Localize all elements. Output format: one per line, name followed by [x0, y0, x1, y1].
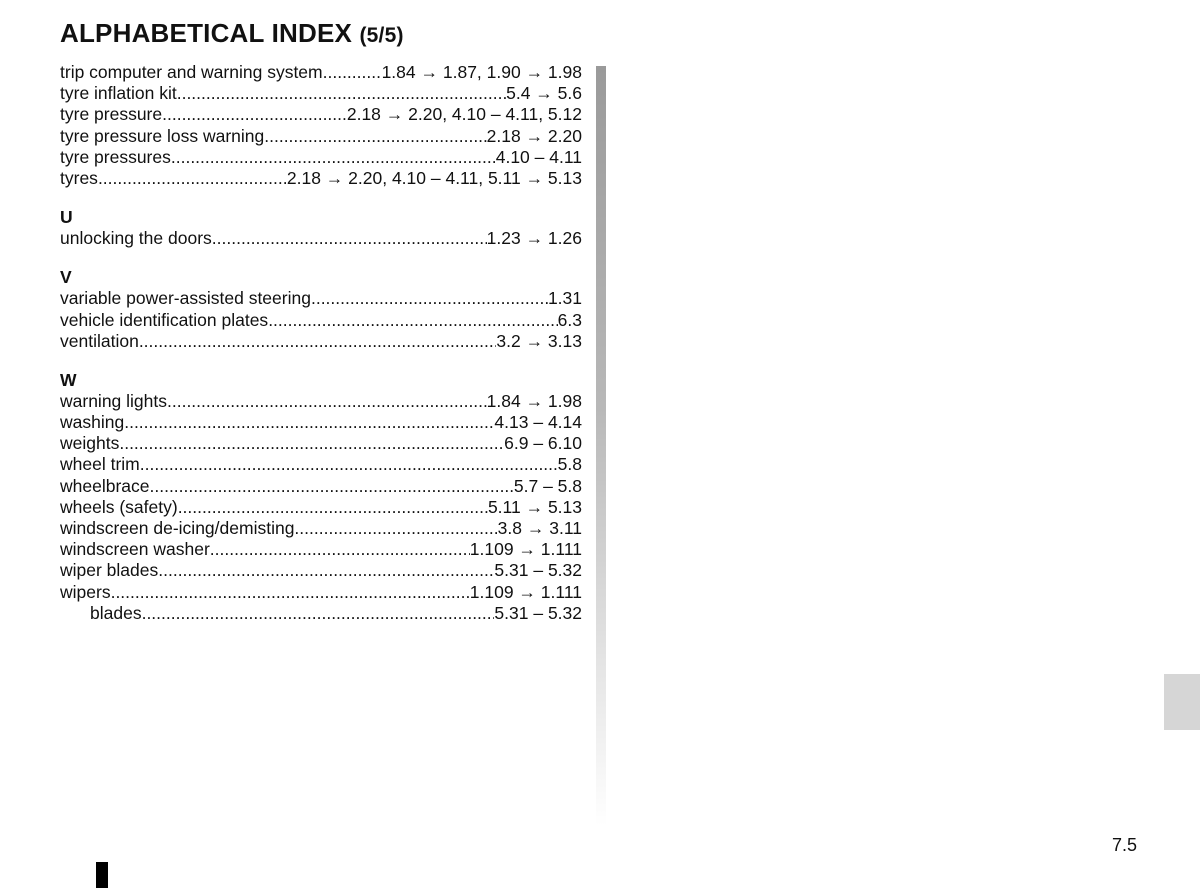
dot-leader — [150, 476, 514, 497]
entry-term: tyre inflation kit — [60, 83, 177, 104]
dot-leader — [171, 147, 496, 168]
index-entry-wheel-trim — [60, 454, 582, 475]
dot-leader — [177, 83, 506, 104]
section-gap — [60, 352, 582, 370]
section-letter-w: W — [60, 369, 77, 390]
entry-term: wheels (safety) — [60, 496, 178, 517]
entry-pages: 5.8 — [557, 454, 582, 475]
entry-pages: 3.8 → 3.11 — [497, 518, 582, 538]
entry-pages: 6.9 – 6.10 — [504, 433, 582, 454]
title-part-number: (5/5) — [359, 24, 404, 47]
dot-leader — [210, 539, 470, 560]
entry-term: washing — [60, 412, 125, 433]
section-letter-v: V — [60, 267, 72, 288]
dot-leader — [111, 582, 470, 603]
entry-term: vehicle identification plates — [60, 309, 269, 330]
entry-term: warning lights — [60, 390, 167, 411]
entry-term: unlocking the doors — [60, 228, 212, 249]
index-subentry-wipers-blades — [60, 603, 582, 624]
crop-mark — [96, 862, 108, 888]
index-entry-wipers — [60, 582, 582, 603]
dot-leader — [158, 560, 494, 581]
entry-pages: 4.10 – 4.11 — [495, 146, 582, 167]
entry-pages: 1.109 → 1.111 — [469, 539, 582, 560]
entry-pages: 5.11 → 5.13 — [487, 496, 582, 517]
entry-pages: 1.109 → 1.111 — [469, 581, 582, 602]
entry-pages: 5.7 – 5.8 — [513, 475, 582, 496]
dot-leader — [142, 603, 495, 624]
entry-pages: 2.18 → 2.20, 4.10 – 4.11, 5.12 — [346, 104, 582, 125]
index-entry-weights — [60, 433, 582, 454]
entry-pages: 5.31 – 5.32 — [494, 560, 582, 581]
entry-pages: 1.84 → 1.87, 1.90 → 1.98 — [381, 62, 582, 82]
entry-term: tyre pressure — [60, 104, 163, 125]
dot-leader — [98, 168, 287, 189]
dot-leader — [212, 228, 487, 249]
entry-term: wipers — [60, 581, 111, 602]
entry-term: weights — [60, 433, 120, 454]
entry-term: wiper blades — [60, 560, 159, 581]
page-title — [60, 18, 404, 49]
entry-term: wheelbrace — [60, 475, 150, 496]
entry-pages: 6.3 — [557, 309, 582, 330]
page-number: 7.5 — [1112, 835, 1138, 855]
section-letter-u: U — [60, 207, 73, 228]
column-separator-bar — [596, 66, 606, 826]
index-entry-tyre-pressure — [60, 104, 582, 125]
entry-pages: 2.18 → 2.20, 4.10 – 4.11, 5.11 → 5.13 — [286, 167, 582, 188]
index-entry-windscreen-de-icing — [60, 518, 582, 539]
entry-pages: 1.23 → 1.26 — [486, 228, 582, 249]
entry-pages: 1.84 → 1.98 — [486, 390, 582, 411]
index-entry-wheelbrace — [60, 476, 582, 497]
chapter-tab-marker — [1164, 674, 1200, 730]
dot-leader — [139, 331, 497, 352]
entry-term: variable power-assisted steering — [60, 288, 311, 309]
index-entry-tyres — [60, 168, 582, 189]
index-column — [60, 62, 582, 624]
dot-leader — [323, 62, 382, 83]
entry-term: ventilation — [60, 330, 139, 351]
entry-term: windscreen de-icing/demisting — [60, 518, 295, 538]
entry-pages: 1.31 — [547, 288, 582, 309]
dot-leader — [124, 412, 494, 433]
dot-leader — [311, 288, 548, 309]
dot-leader — [294, 518, 497, 539]
dot-leader — [178, 497, 488, 518]
index-entry-tyre-inflation-kit — [60, 83, 582, 104]
dot-leader — [140, 454, 558, 475]
index-entry-unlocking-the-doors — [60, 228, 582, 249]
dot-leader — [167, 391, 487, 412]
entry-term: blades — [90, 602, 142, 623]
entry-term: trip computer and warning system — [60, 62, 323, 82]
index-entry-tyre-pressure-loss-warning — [60, 126, 582, 147]
entry-pages: 5.31 – 5.32 — [494, 602, 582, 623]
entry-term: tyres — [60, 167, 98, 188]
index-entry-warning-lights — [60, 391, 582, 412]
index-entry-variable-power-steering — [60, 288, 582, 309]
index-entry-tyre-pressures — [60, 147, 582, 168]
entry-term: windscreen washer — [60, 539, 210, 560]
index-entry-wiper-blades — [60, 560, 582, 581]
index-entry-washing — [60, 412, 582, 433]
entry-pages: 2.18 → 2.20 — [486, 125, 582, 146]
section-gap — [60, 189, 582, 207]
entry-pages: 5.4 → 5.6 — [506, 83, 582, 104]
dot-leader — [268, 310, 557, 331]
dot-leader — [162, 104, 347, 125]
title-text: ALPHABETICAL INDEX — [60, 18, 353, 48]
entry-term: wheel trim — [60, 454, 140, 475]
index-entry-ventilation — [60, 331, 582, 352]
entry-term: tyre pressures — [60, 146, 171, 167]
dot-leader — [264, 126, 486, 147]
section-gap — [60, 249, 582, 267]
entry-pages: 3.2 → 3.13 — [496, 330, 582, 351]
index-entry-windscreen-washer — [60, 539, 582, 560]
dot-leader — [119, 433, 504, 454]
index-entry-trip-computer — [60, 62, 582, 83]
entry-term: tyre pressure loss warning — [60, 125, 265, 146]
index-entry-vehicle-identification-plates — [60, 310, 582, 331]
entry-pages: 4.13 – 4.14 — [494, 412, 582, 433]
index-entry-wheels-safety — [60, 497, 582, 518]
